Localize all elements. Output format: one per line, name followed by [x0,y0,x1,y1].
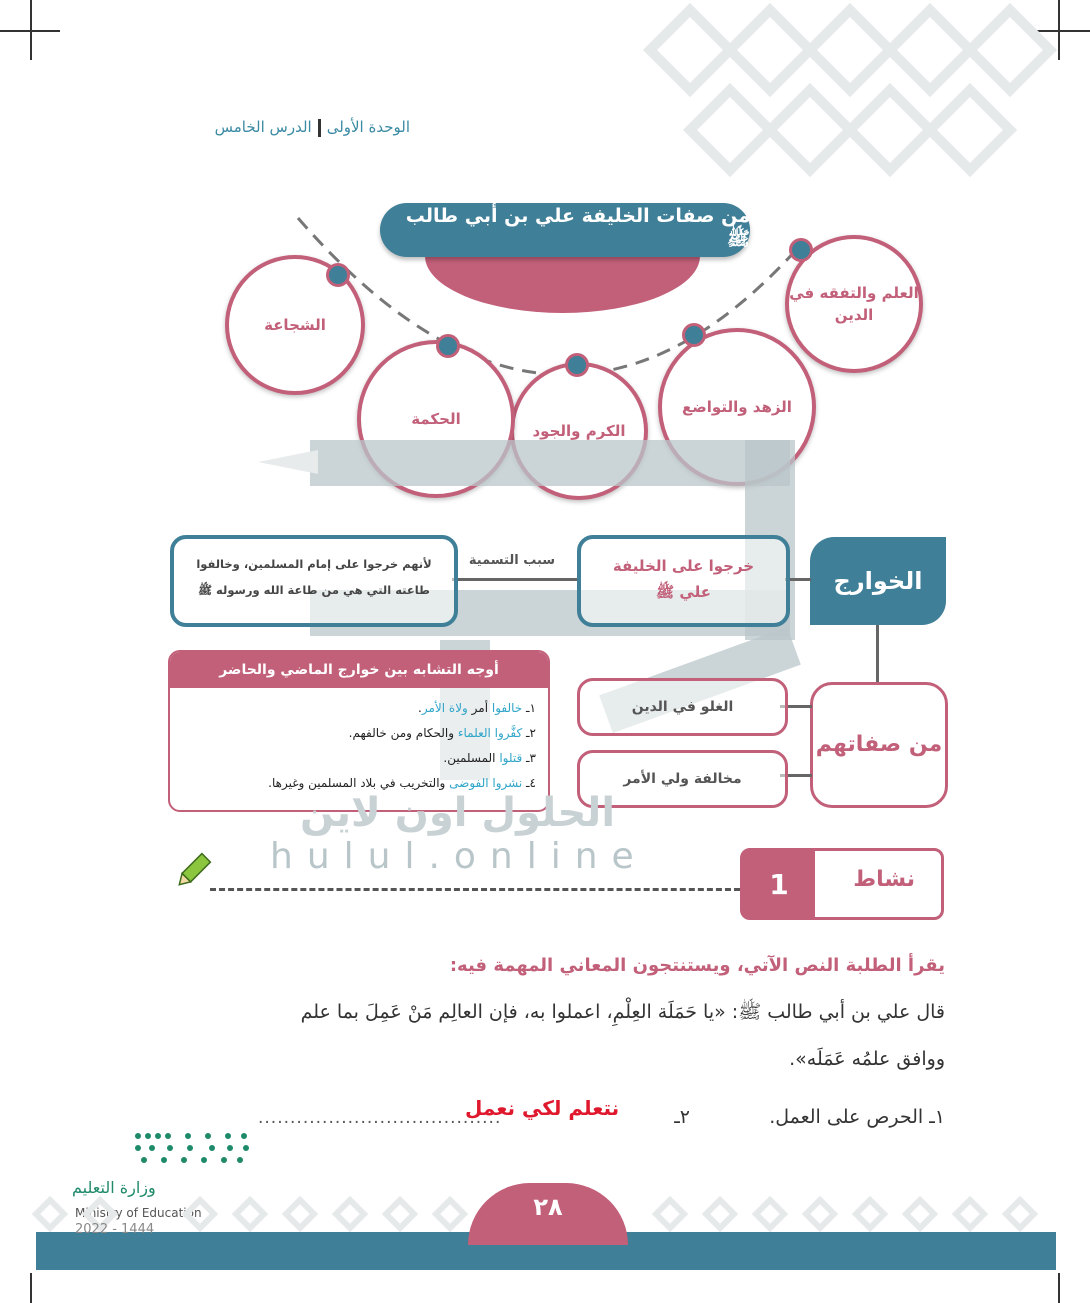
activity-badge [740,848,944,920]
lesson-title: الدرس الخامس [214,118,312,136]
naming-reason-label: سبب التسمية [468,553,556,568]
connector [876,625,879,683]
arc-dot [682,323,706,347]
page-number: ٢٨ [468,1183,628,1245]
watermark-latin: hulul.online [270,836,648,877]
answer-2-handwritten: نتعلم لكي نعمل [465,1096,620,1120]
similarity-item: ٤ـ نشروا الفوضى والتخريب في بلاد المسلمين وغيرها. [268,776,536,790]
similarities-box [168,650,550,812]
trait-knowledge: العلم والتفقه في الدين [785,235,923,373]
khawarij-title: الخوارج [810,537,946,625]
answer-2-number: ٢ـ [674,1106,690,1128]
similarities-title: أوجه التشابه بين خوارج الماضي والحاضر [170,652,548,688]
activity-number: 1 [743,851,815,917]
trait-extremism: الغلو في الدين [577,678,788,736]
reason-text: لأنهم خرجوا على إمام المسلمين، وخالفوا طاعته التي هي من طاعة الله ورسوله ﷺ [196,557,432,597]
similarity-item: ٣ـ قتلوا المسلمين. [443,751,536,765]
trait-disobedience: مخالفة ولي الأمر [577,750,788,808]
watermark-arabic: الحلول اون لاين [300,790,616,836]
similarity-item: ٢ـ كفَّروا العلماء والحكام ومن خالفهم. [348,726,536,740]
edition-year: 2022 - 1444 [75,1222,155,1237]
unit-title: الوحدة الأولى [326,118,410,136]
similarity-item: ١ـ خالفوا أمر ولاة الأمر. [418,701,536,715]
watermark-shape [310,440,790,486]
quote-line-2: ووافق علمُه عَمَلَه». [789,1048,945,1070]
connector [452,578,578,581]
arc-dot [789,238,813,262]
trait-courage: الشجاعة [225,255,365,395]
similarities-list [268,696,536,796]
arc-dot [436,334,460,358]
reason-box [170,535,458,627]
watermark-pencil-tip [258,450,318,474]
trait-generosity: الكرم والجود [510,362,648,500]
activity-dashed-line [210,888,740,891]
answer-2-dots: ...................................... [258,1108,502,1128]
crop-mark [1058,1273,1060,1303]
pencil-icon [172,852,212,892]
arc-dot [326,263,350,287]
trait-asceticism: الزهد والتواضع [658,328,816,486]
answer-1: ١ـ الحرص على العمل. [769,1106,945,1128]
their-traits-title: من صفاتهم [810,682,948,808]
rebelled-text: خرجوا على الخليفة علي ﷺ [612,557,755,601]
trait-wisdom: الحكمة [357,340,515,498]
crop-mark [30,1273,32,1303]
activity-label: نشاط [853,867,915,892]
ministry-name-ar: وزارة التعليم [72,1178,156,1197]
traits-title: من صفات الخليفة علي بن أبي طالب ﷺ [380,203,750,257]
ministry-logo-icon [130,1128,254,1174]
rebelled-box [577,535,790,627]
activity-instruction: يقرأ الطلبة النص الآتي، ويستنتجون المعاني المهمة فيه: [449,955,945,976]
ministry-name-en: Ministry of Education [75,1206,202,1220]
quote-line-1: قال علي بن أبي طالب ﷺ: «يا حَمَلَة العِلْمِ، اعملوا به، فإن العالِم مَنْ عَمِلَ بما علم [300,1001,945,1023]
arc-dot [565,353,589,377]
